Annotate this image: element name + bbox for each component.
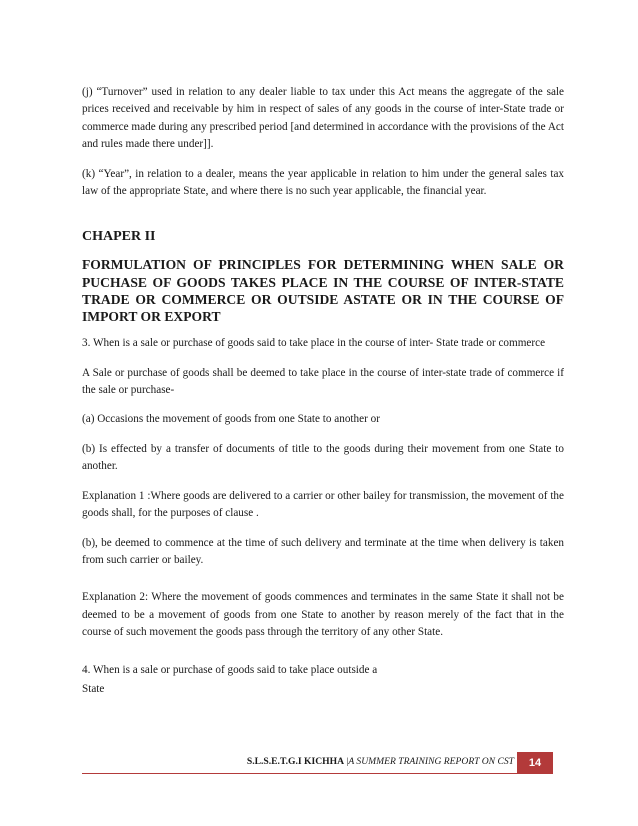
- section-3-title: 3. When is a sale or purchase of goods said to take place in the course of inter- State trade or commerce: [82, 337, 546, 350]
- chapter-heading: FORMULATION OF PRINCIPLES FOR DETERMINING WHEN SALE OR PUCHASE OF GOODS TAKES PLACE IN THE COURSE OF INTER-STATE TRADE OR COMMERCE OR OUTSIDE ASTATE OR IN THE COURSE OF IMPORT OR EXPORT: [82, 257, 564, 325]
- clause-b: (b) Is effected by a transfer of documents of title to the goods during their movement from one State to another.: [82, 442, 564, 473]
- footer-report-title: A SUMMER TRAINING REPORT ON CST: [348, 756, 514, 767]
- footer-rule: [82, 773, 517, 774]
- section-3-text: A Sale or purchase of goods shall be deemed to take place in the course of inter-state trade of commerce if the sale or purchase-: [82, 366, 564, 397]
- clause-b-continued: (b), be deemed to commence at the time of such delivery and terminate at the time when delivery is taken from such carrier or bailey.: [82, 536, 564, 566]
- footer-text: [247, 756, 514, 767]
- footer-separator: |: [344, 756, 349, 767]
- explanation-2: Explanation 2: Where the movement of goods commences and terminates in the same State it shall not be deemed to be a movement of goods from one State to another by reason merely of the fact that in the course of such movement the goods pass through the territory of any other State.: [82, 591, 564, 639]
- year-definition: (k) “Year”, in relation to a dealer, means the year applicable in relation to him under the general sales tax law of the appropriate State, and where there is no such year applicable, the financial year.: [82, 167, 564, 198]
- turnover-definition: (j) “Turnover” used in relation to any dealer liable to tax under this Act means the aggregate of the sale prices received and receivable by him in respect of sales of any goods in the course of inter-State trade or commerce made during any prescribed period [and determined in accordance with the provisions of the Act and rules made there under]].: [82, 86, 564, 151]
- page-footer: [0, 752, 638, 774]
- page-number: 14: [517, 752, 553, 774]
- page-content: [82, 84, 564, 710]
- clause-a: (a) Occasions the movement of goods from one State to another or: [82, 413, 380, 426]
- explanation-1: Explanation 1 :Where goods are delivered to a carrier or other bailey for transmission, the movement of the goods shall, for the purposes of clause .: [82, 489, 564, 520]
- section-4-title-line1: 4. When is a sale or purchase of goods said to take place outside a: [82, 663, 378, 676]
- footer-school: S.L.S.E.T.G.I KICHHA: [246, 756, 344, 767]
- chapter-title: CHAPER II: [82, 229, 156, 245]
- section-4-title-line2: State: [82, 682, 105, 695]
